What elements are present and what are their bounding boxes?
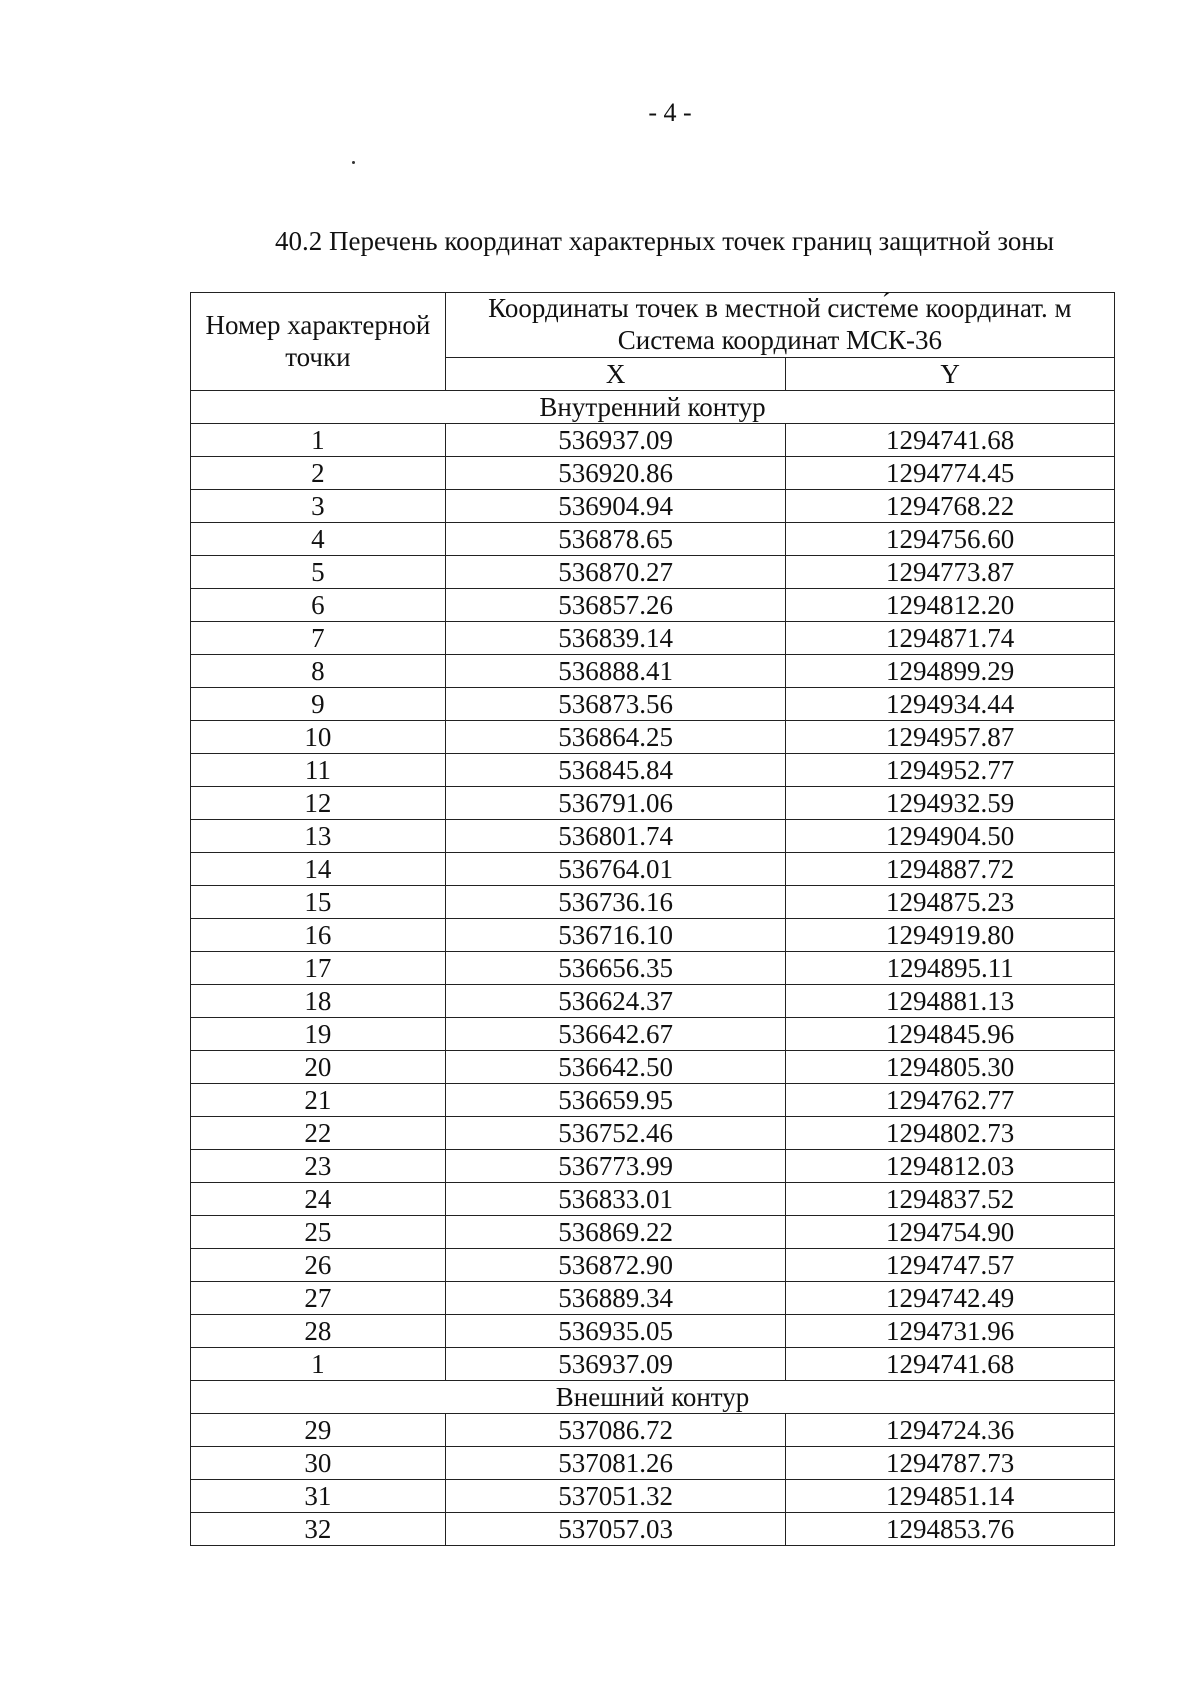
table-row (191, 820, 1115, 853)
table-row (191, 886, 1115, 919)
table-row (191, 721, 1115, 754)
x-coordinate-cell: 536937.09 (445, 1348, 786, 1381)
x-coordinate-cell: 536716.10 (445, 919, 786, 952)
y-coordinate-cell: 1294887.72 (786, 853, 1115, 886)
y-coordinate-cell: 1294731.96 (786, 1315, 1115, 1348)
section-row (191, 1381, 1115, 1414)
y-coordinate-cell: 1294919.80 (786, 919, 1115, 952)
x-coordinate-cell: 536872.90 (445, 1249, 786, 1282)
x-coordinate-cell: 536878.65 (445, 523, 786, 556)
table-row (191, 1216, 1115, 1249)
point-number-cell: 20 (191, 1051, 446, 1084)
x-coordinate-cell: 536801.74 (445, 820, 786, 853)
x-coordinate-cell: 536873.56 (445, 688, 786, 721)
y-coordinate-cell: 1294934.44 (786, 688, 1115, 721)
y-coordinate-cell: 1294952.77 (786, 754, 1115, 787)
y-coordinate-cell: 1294837.52 (786, 1183, 1115, 1216)
y-coordinate-cell: 1294756.60 (786, 523, 1115, 556)
y-coordinate-cell: 1294904.50 (786, 820, 1115, 853)
y-coordinate-cell: 1294899.29 (786, 655, 1115, 688)
y-coordinate-cell: 1294851.14 (786, 1480, 1115, 1513)
table-row (191, 1282, 1115, 1315)
point-number-cell: 32 (191, 1513, 446, 1546)
x-coordinate-cell: 536656.35 (445, 952, 786, 985)
point-number-cell: 25 (191, 1216, 446, 1249)
table-row (191, 424, 1115, 457)
table-row (191, 853, 1115, 886)
x-coordinate-cell: 536888.41 (445, 655, 786, 688)
table-row (191, 1183, 1115, 1216)
x-coordinate-cell: 536904.94 (445, 490, 786, 523)
y-coordinate-cell: 1294812.20 (786, 589, 1115, 622)
table-row (191, 1117, 1115, 1150)
x-coordinate-cell: 536920.86 (445, 457, 786, 490)
y-coordinate-cell: 1294773.87 (786, 556, 1115, 589)
x-coordinate-cell: 536659.95 (445, 1084, 786, 1117)
point-number-cell: 12 (191, 787, 446, 820)
x-coordinate-cell: 536773.99 (445, 1150, 786, 1183)
y-coordinate-cell: 1294871.74 (786, 622, 1115, 655)
x-coordinate-cell: 536791.06 (445, 787, 786, 820)
table-row (191, 1447, 1115, 1480)
x-coordinate-cell: 536857.26 (445, 589, 786, 622)
point-number-cell: 14 (191, 853, 446, 886)
y-coordinate-cell: 1294724.36 (786, 1414, 1115, 1447)
x-coordinate-cell: 536839.14 (445, 622, 786, 655)
point-number-cell: 26 (191, 1249, 446, 1282)
x-coordinate-cell: 537086.72 (445, 1414, 786, 1447)
point-number-cell: 21 (191, 1084, 446, 1117)
x-coordinate-cell: 536864.25 (445, 721, 786, 754)
y-coordinate-cell: 1294742.49 (786, 1282, 1115, 1315)
y-coordinate-cell: 1294853.76 (786, 1513, 1115, 1546)
coordinates-header-line1: Координаты точек в местной систе́ме координат. м (488, 293, 1072, 324)
y-coordinate-cell: 1294875.23 (786, 886, 1115, 919)
table-row (191, 490, 1115, 523)
point-number-cell: 1 (191, 424, 446, 457)
y-coordinate-cell: 1294802.73 (786, 1117, 1115, 1150)
table-row (191, 556, 1115, 589)
point-number-cell: 1 (191, 1348, 446, 1381)
y-coordinate-cell: 1294812.03 (786, 1150, 1115, 1183)
x-coordinate-cell: 536833.01 (445, 1183, 786, 1216)
y-coordinate-cell: 1294741.68 (786, 424, 1115, 457)
point-number-cell: 27 (191, 1282, 446, 1315)
point-number-cell: 15 (191, 886, 446, 919)
x-coordinate-cell: 536869.22 (445, 1216, 786, 1249)
table-row (191, 952, 1115, 985)
point-number-cell: 31 (191, 1480, 446, 1513)
section-title: Внешний контур (191, 1381, 1115, 1414)
point-number-cell: 9 (191, 688, 446, 721)
y-coordinate-cell: 1294762.77 (786, 1084, 1115, 1117)
table-row (191, 1051, 1115, 1084)
y-column-header: Y (786, 358, 1115, 391)
section-title: Внутренний контур (191, 391, 1115, 424)
y-coordinate-cell: 1294747.57 (786, 1249, 1115, 1282)
y-coordinate-cell: 1294741.68 (786, 1348, 1115, 1381)
point-number-cell: 4 (191, 523, 446, 556)
x-coordinate-cell: 537081.26 (445, 1447, 786, 1480)
x-column-header: X (445, 358, 786, 391)
y-coordinate-cell: 1294787.73 (786, 1447, 1115, 1480)
table-row (191, 1084, 1115, 1117)
point-number-cell: 2 (191, 457, 446, 490)
table-row (191, 1018, 1115, 1051)
section-row (191, 391, 1115, 424)
y-coordinate-cell: 1294768.22 (786, 490, 1115, 523)
table-row (191, 1513, 1115, 1546)
point-number-cell: 6 (191, 589, 446, 622)
point-number-cell: 30 (191, 1447, 446, 1480)
section-heading: 40.2 Перечень координат характерных точек границ защитной зоны (275, 226, 1054, 256)
table-row (191, 523, 1115, 556)
y-coordinate-cell: 1294754.90 (786, 1216, 1115, 1249)
point-number-cell: 29 (191, 1414, 446, 1447)
point-number-cell: 7 (191, 622, 446, 655)
point-number-cell: 22 (191, 1117, 446, 1150)
y-coordinate-cell: 1294932.59 (786, 787, 1115, 820)
x-coordinate-cell: 536889.34 (445, 1282, 786, 1315)
y-coordinate-cell: 1294774.45 (786, 457, 1115, 490)
point-number-cell: 23 (191, 1150, 446, 1183)
table-row (191, 688, 1115, 721)
point-number-cell: 11 (191, 754, 446, 787)
point-number-cell: 16 (191, 919, 446, 952)
point-number-cell: 17 (191, 952, 446, 985)
x-coordinate-cell: 536870.27 (445, 556, 786, 589)
table-row (191, 1414, 1115, 1447)
x-coordinate-cell: 536752.46 (445, 1117, 786, 1150)
table-row (191, 1150, 1115, 1183)
y-coordinate-cell: 1294805.30 (786, 1051, 1115, 1084)
y-coordinate-cell: 1294895.11 (786, 952, 1115, 985)
point-number-cell: 10 (191, 721, 446, 754)
coordinates-header-line2: Система координат МСК-36 (617, 325, 943, 355)
x-coordinate-cell: 536845.84 (445, 754, 786, 787)
table-row (191, 754, 1115, 787)
point-number-cell: 13 (191, 820, 446, 853)
x-coordinate-cell: 536935.05 (445, 1315, 786, 1348)
point-number-cell: 18 (191, 985, 446, 1018)
table-row (191, 1480, 1115, 1513)
table-row (191, 985, 1115, 1018)
x-coordinate-cell: 536736.16 (445, 886, 786, 919)
x-coordinate-cell: 536764.01 (445, 853, 786, 886)
table-row (191, 622, 1115, 655)
point-number-cell: 24 (191, 1183, 446, 1216)
table-row (191, 457, 1115, 490)
point-number-cell: 3 (191, 490, 446, 523)
coordinates-header (445, 293, 1114, 358)
y-coordinate-cell: 1294845.96 (786, 1018, 1115, 1051)
x-coordinate-cell: 536642.50 (445, 1051, 786, 1084)
table-row (191, 787, 1115, 820)
table-row (191, 919, 1115, 952)
point-number-cell: 28 (191, 1315, 446, 1348)
x-coordinate-cell: 536937.09 (445, 424, 786, 457)
point-number-cell: 5 (191, 556, 446, 589)
point-number-cell: 8 (191, 655, 446, 688)
scan-speck (352, 161, 355, 164)
x-coordinate-cell: 537057.03 (445, 1513, 786, 1546)
table-row (191, 1315, 1115, 1348)
x-coordinate-cell: 536642.67 (445, 1018, 786, 1051)
x-coordinate-cell: 536624.37 (445, 985, 786, 1018)
y-coordinate-cell: 1294957.87 (786, 721, 1115, 754)
table-row (191, 1249, 1115, 1282)
table-row (191, 655, 1115, 688)
point-number-header: Номер характерной точки (191, 293, 446, 391)
x-coordinate-cell: 537051.32 (445, 1480, 786, 1513)
point-number-cell: 19 (191, 1018, 446, 1051)
page-number: - 4 - (648, 98, 692, 127)
table-row (191, 589, 1115, 622)
coordinates-table (190, 292, 1115, 1546)
table-row (191, 1348, 1115, 1381)
table-body (191, 391, 1115, 1546)
y-coordinate-cell: 1294881.13 (786, 985, 1115, 1018)
